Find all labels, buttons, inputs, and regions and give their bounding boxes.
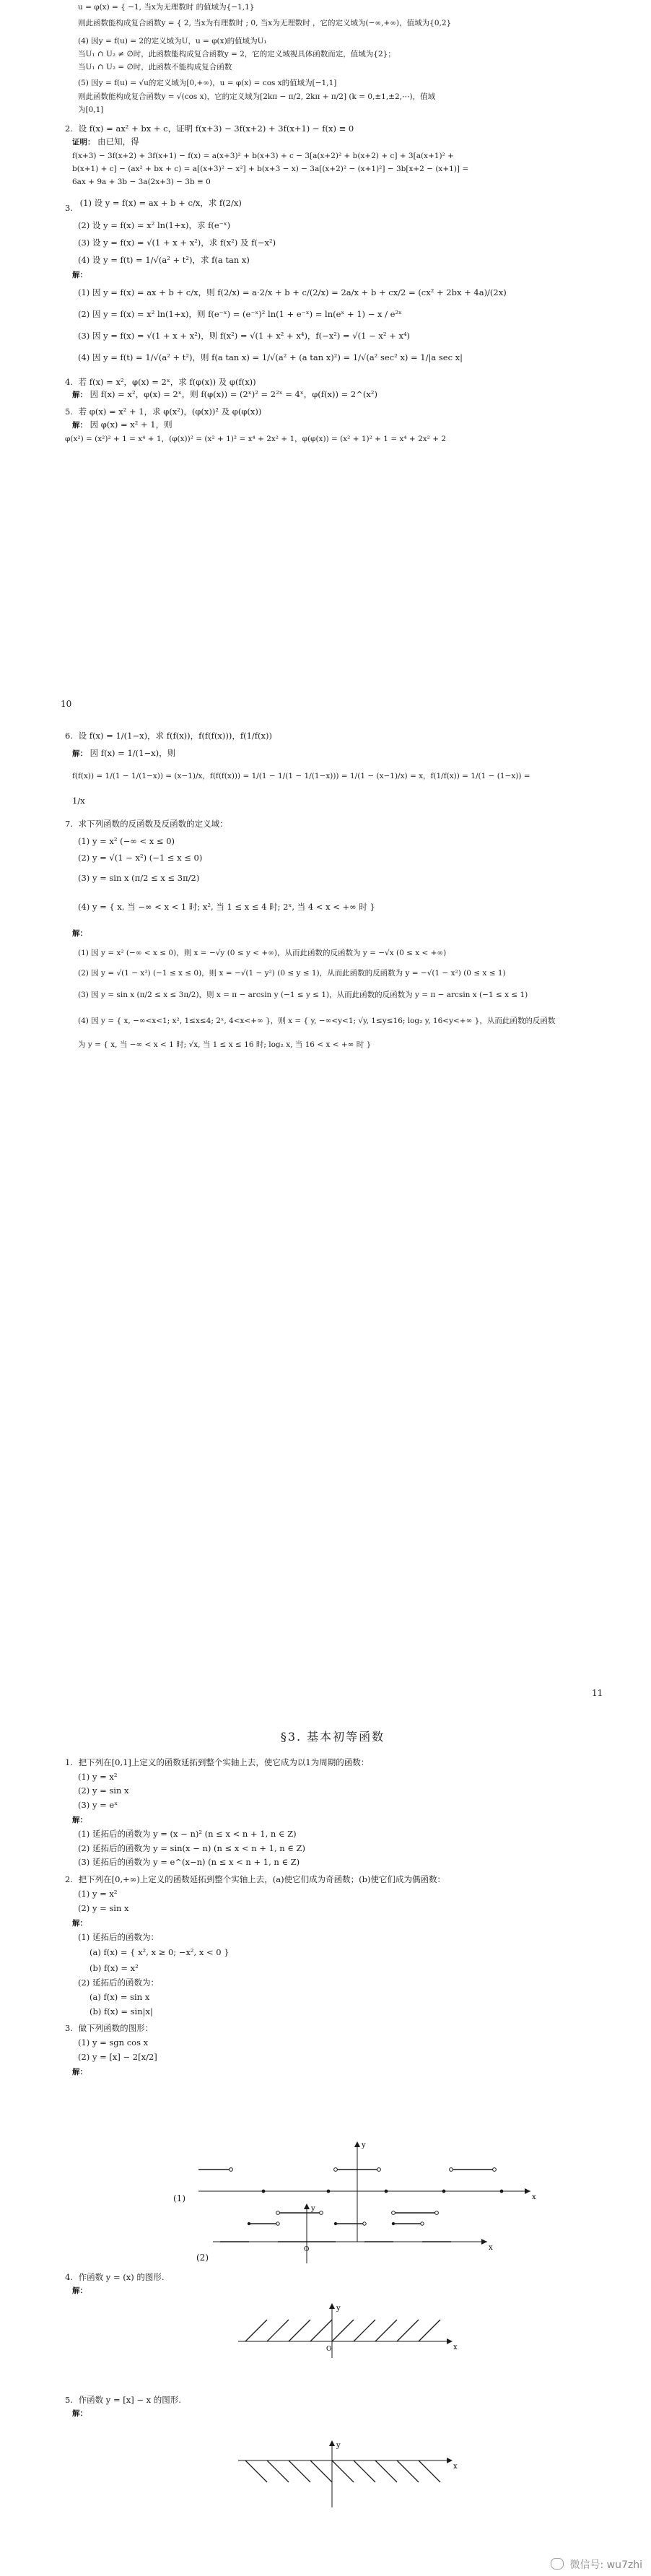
text-line: u = φ(x) = { −1, 当x为无理数时 的值域为{−1,1} [78, 3, 255, 12]
solution-line: (3) 因 y = sin x (π/2 ≤ x ≤ 3π/2)，则 x = π − arcsin y (−1 ≤ y ≤ 1)，从而此函数的反函数为 y = π − arcsin x (−1 ≤ x ≤ 1) [78, 991, 528, 1000]
y-axis-label: y [336, 2442, 341, 2450]
problem-number: 6. [65, 731, 73, 741]
x-axis-label: x [453, 2344, 458, 2351]
page-3-cont-2 [0, 2390, 651, 2420]
graph-floor-minus-x [231, 2439, 462, 2511]
text-line: 6ax + 9a + 3b − 3a(2x+3) − 3b ≡ 0 [72, 178, 211, 187]
problem-4 [65, 376, 600, 402]
text-line: 则此函数能构成复合函数y = { 2, 当x为有理数时 ; 0, 当x为无理数时 ，它的定义域为(−∞,+∞)，值域为{0,2} [78, 19, 452, 28]
text-line: b(x+1) + c] − (ax² + bx + c) = a[(x+3)² − x²] + b(x+3 − x) − 3a[(x+2)² − (x+1)²] − 3b[x+2 − (x+1)] = [72, 165, 469, 174]
text-line: 为[0,1] [78, 105, 104, 114]
problem-7 [65, 818, 600, 1050]
page-number: 11 [592, 1688, 603, 1698]
problem-3 [65, 196, 600, 365]
solution-label: 解： [72, 1816, 87, 1825]
solution-label: 解： [72, 421, 87, 430]
problem-6 [65, 730, 600, 808]
solution-label: 解： [72, 2286, 87, 2295]
watermark [551, 2557, 642, 2572]
text-line: 当U₁ ∩ U₂ = ∅时，此函数不能构成复合函数 [78, 63, 232, 72]
problem-3 [65, 2022, 600, 2078]
sub-question: (1) y = x² [78, 1771, 118, 1782]
problem-1 [65, 1757, 600, 1870]
solution-line: (a) f(x) = { x², x ≥ 0; −x², x < 0 } [89, 1947, 230, 1958]
solution-line: (1) 因 y = x² (−∞ < x ≤ 0)，则 x = −√y (0 ≤ y < +∞)，从而此函数的反函数为 y = −√x (0 ≤ x < +∞) [78, 948, 447, 957]
problem-text: 把下列在[0,+∞)上定义的函数延拓到整个实轴上去，(a)使它们成为奇函数；(b)使它们成为偶函数： [78, 1874, 445, 1885]
solution-line: 1/x [72, 795, 85, 806]
x-axis-label: x [489, 2244, 493, 2252]
solution-label: 解： [72, 391, 87, 400]
problem-5 [65, 2394, 600, 2420]
problem-text: 若 φ(x) = x² + 1，求 φ(x²)，(φ(x))² 及 φ(φ(x)) [78, 406, 262, 417]
y-axis-label: y [362, 2141, 366, 2149]
page-1 [0, 0, 651, 446]
origin-label: O [304, 2246, 310, 2253]
solution-line: 因 f(x) = x²，φ(x) = 2ˣ，则 f(φ(x)) = (2ˣ)² = 2²ˣ = 4ˣ，φ(f(x)) = 2^(x²) [89, 389, 377, 400]
problem-number: 2. [65, 1874, 73, 1885]
sub-question: (3) y = eˣ [78, 1800, 118, 1811]
problem-number: 4. [65, 2272, 73, 2282]
sub-question: (3) 设 y = f(x) = √(1 + x + x²)，求 f(x²) 及 f(−x²) [78, 237, 276, 248]
wechat-icon [551, 2558, 564, 2570]
origin-label: O [326, 2346, 332, 2353]
x-axis-label: x [532, 2193, 536, 2201]
text-line: (5) 因y = f(u) = √u的定义域为[0,+∞)，u = φ(x) = cos x的值域为[−1,1] [78, 79, 337, 88]
y-axis-label: y [336, 2305, 341, 2312]
solution-line: φ(x²) = (x²)² + 1 = x⁴ + 1，(φ(x))² = (x² + 1)² = x⁴ + 2x² + 1，φ(φ(x)) = (x² + 1)² + 1 = x⁴ + 2x² + 2 [65, 434, 447, 443]
graph-fractional-part [231, 2302, 462, 2359]
problem-number: 3. [65, 2023, 73, 2034]
page-2 [0, 726, 651, 1052]
solution-line: (3) 延拓后的函数为 y = e^(x−n) (n ≤ x < n + 1, n ∈ Z) [78, 1857, 300, 1868]
text-line: 因 f(x) = 1/(1−x)，则 [89, 747, 176, 758]
problem-2 [65, 1874, 600, 2018]
sub-question: (1) y = x² (−∞ < x ≤ 0) [78, 835, 175, 846]
solution-line: (4) 因 y = f(t) = 1/√(a² + t²)，则 f(a tan x) = 1/√(a² + (a tan x)²) = 1/√(a² sec² x) = 1/|a sec x| [78, 352, 463, 362]
graph-floor-diff [206, 2202, 494, 2267]
solution-line: (1) 延拓后的函数为 y = (x − n)² (n ≤ x < n + 1, n ∈ Z) [78, 1828, 297, 1839]
solution-line: (3) 因 y = f(x) = √(1 + x + x²)，则 f(x²) = √(1 + x² + x⁴)，f(−x²) = √(1 − x² + x⁴) [78, 331, 411, 341]
problem-4 [65, 2271, 600, 2297]
sub-question: (1) 设 y = f(x) = ax + b + c/x，求 f(2/x) [79, 197, 242, 208]
sub-question: (2) 设 y = f(x) = x² ln(1+x)，求 f(e⁻ˣ) [78, 220, 231, 231]
section-title: §3. 基本初等函数 [280, 1730, 385, 1744]
text-line: 则此函数能构成复合函数y = √(cos x)，它的定义域为[2kπ − π/2, 2kπ + π/2] (k = 0,±1,±2,⋯)，值域 [78, 92, 436, 101]
solution-line: (4) 因 y = { x, −∞<x<1; x², 1≤x≤4; 2ˣ, 4<x<+∞ }，则 x = { y, −∞<y<1; √y, 1≤y≤16; log₂ y, 16<y<+∞ }，从而此函数的反函数 [78, 1017, 556, 1026]
sub-question: (4) 设 y = f(t) = 1/√(a² + t²)，求 f(a tan x) [78, 254, 250, 265]
text-line: 当U₁ ∩ U₂ ≠ ∅时，此函数能构成复合函数y = 2，它的定义域视具体函数而定，值域为{2}； [78, 49, 396, 58]
problem-text: 若 f(x) = x²，φ(x) = 2ˣ，求 f(φ(x)) 及 φ(f(x)) [78, 376, 256, 387]
solution-line: (b) f(x) = sin|x| [89, 2006, 153, 2016]
solution-line: (2) 因 y = √(1 − x²) (−1 ≤ x ≤ 0)，则 x = −√(1 − y²) (0 ≤ y ≤ 1)，从而此函数的反函数为 y = −√(1 − x²) (0 ≤ x ≤ 1) [78, 968, 506, 978]
solution-label: 解： [72, 2067, 87, 2076]
problem-number: 5. [65, 406, 73, 417]
sub-question: (2) y = √(1 − x²) (−1 ≤ x ≤ 0) [78, 853, 203, 863]
solution-label: 证明： [72, 137, 95, 147]
carryover-block [65, 1, 600, 116]
solution-line: (2) 延拓后的函数为 y = sin(x − n) (n ≤ x < n + 1, n ∈ Z) [78, 1842, 305, 1853]
solution-line: (b) f(x) = x² [89, 1963, 139, 1974]
problem-text: 设 f(x) = ax² + bx + c，证明 f(x+3) − 3f(x+2) + 3f(x+1) − f(x) ≡ 0 [78, 123, 354, 134]
solution-line: 为 y = { x, 当 −∞ < x < 1 时; √x, 当 1 ≤ x ≤ 16 时; log₂ x, 当 16 < x < +∞ 时 } [78, 1040, 372, 1049]
solution-line: (1) 延拓后的函数为： [78, 1931, 159, 1942]
problem-text: 把下列在[0,1]上定义的函数延拓到整个实轴上去，使它成为以1为周期的函数： [78, 1757, 370, 1767]
fig2-label: (2) [196, 2253, 209, 2263]
problem-number: 1. [65, 1757, 73, 1767]
page-number: 10 [61, 699, 72, 709]
text-line: (4) 因y = f(u) = 2的定义域为U，u = φ(x)的值域为U₁ [78, 36, 267, 45]
problem-text: 求下列函数的反函数及反函数的定义域： [78, 818, 228, 829]
page-3-cont [0, 2267, 651, 2297]
text-line: 因 φ(x) = x² + 1，则 [89, 419, 172, 430]
solution-label: 解： [72, 749, 87, 758]
problem-number: 3. [65, 203, 73, 214]
text-line: 由已知，得 [97, 136, 139, 147]
solution-line: (2) 延拓后的函数为： [78, 1977, 159, 1988]
solution-line: (a) f(x) = sin x [89, 1991, 150, 2002]
problem-text: 作函数 y = [x] − x 的图形. [78, 2395, 181, 2405]
problem-number: 2. [65, 123, 73, 134]
sub-question: (3) y = sin x (π/2 ≤ x ≤ 3π/2) [78, 873, 200, 884]
problem-number: 4. [65, 376, 73, 387]
watermark-text: 微信号: wu7zhi [569, 2559, 642, 2571]
fig1-label: (1) [173, 2193, 185, 2203]
sub-question: (2) y = sin x [78, 1785, 129, 1796]
text-line: f(x+3) − 3f(x+2) + 3f(x+1) − f(x) = a(x+3)² + b(x+3) + c − 3[a(x+2)² + b(x+2) + c] + 3[a(x+1)² + [72, 151, 454, 160]
problem-text: 做下列函数的图形： [78, 2023, 154, 2034]
sub-question: (1) y = x² [78, 1889, 118, 1900]
solution-label: 解： [72, 2409, 87, 2418]
solution-line: (2) 因 y = f(x) = x² ln(1+x)，则 f(e⁻ˣ) = (e⁻ˣ)² ln(1 + e⁻ˣ) = ln(eˣ + 1) − x / e²ˣ [78, 309, 402, 320]
problem-number: 5. [65, 2395, 73, 2405]
problem-text: 设 f(x) = 1/(1−x)，求 f(f(x))，f(f(f(x)))，f(1/f(x)) [78, 731, 272, 741]
y-axis-label: y [311, 2205, 315, 2213]
problem-number: 7. [65, 818, 73, 829]
sub-question: (4) y = { x, 当 −∞ < x < 1 时; x², 当 1 ≤ x ≤ 4 时; 2ˣ, 当 4 < x < +∞ 时 } [78, 901, 375, 912]
sub-question: (2) y = sin x [78, 1902, 129, 1913]
sub-question: (1) y = sgn cos x [78, 2037, 149, 2048]
solution-line: f(f(x)) = 1/(1 − 1/(1−x)) = (x−1)/x，f(f(f(x))) = 1/(1 − 1/(1 − 1/(1−x))) = 1/(1 − (x−1)/x) = x，f(1/f(x)) = 1/(1 − (1−x)) = [72, 771, 530, 780]
problem-2 [65, 123, 600, 188]
page-3 [0, 1718, 651, 2079]
sub-question: (2) y = [x] − 2[x/2] [78, 2052, 157, 2063]
x-axis-label: x [453, 2463, 458, 2471]
solution-label: 解： [72, 928, 87, 938]
problem-text: 作函数 y = (x) 的图形. [78, 2272, 165, 2282]
problem-5 [65, 406, 600, 445]
solution-label: 解： [72, 270, 87, 279]
solution-line: (1) 因 y = f(x) = ax + b + c/x，则 f(2/x) = a·2/x + b + c/(2/x) = 2a/x + b + cx/2 = (cx² + 2bx + 4a)/(2x) [78, 287, 507, 298]
solution-label: 解： [72, 1918, 87, 1928]
